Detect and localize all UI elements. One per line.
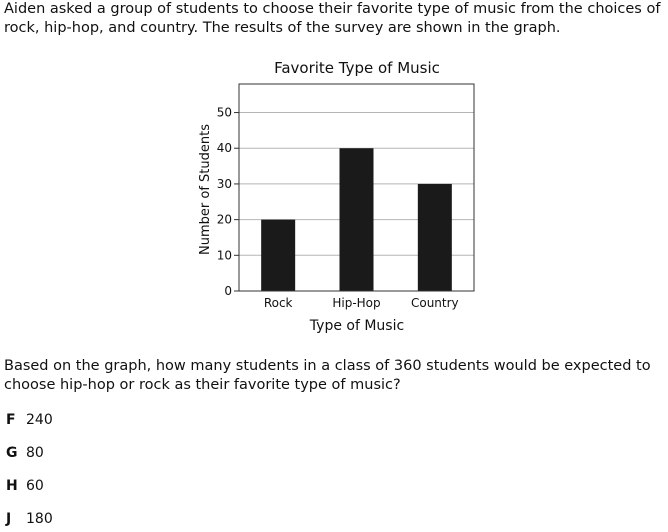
x-tick-label: Rock — [263, 296, 293, 310]
question-intro: Aiden asked a group of students to choose their favorite type of music from the choices of rock, hip-hop, and country. The results of the survey are shown in the graph. — [4, 1, 661, 36]
y-axis-label: Number of Students — [198, 124, 213, 255]
choice-text: 60 — [26, 478, 44, 494]
x-axis-categories — [264, 296, 459, 310]
answer-choice-h[interactable] — [6, 477, 44, 495]
answer-choice-g[interactable] — [6, 444, 44, 462]
choice-text: 180 — [26, 511, 53, 527]
bar-rock — [261, 220, 295, 291]
y-tick-label: 40 — [216, 141, 232, 156]
bar-hip-hop — [340, 148, 374, 291]
y-axis-ticks — [217, 106, 239, 298]
chart-title: Favorite Type of Music — [274, 59, 440, 77]
question-prompt: Based on the graph, how many students in a class of 360 students would be expected to choose hip-hop or rock as their favorite type of music? — [4, 358, 651, 393]
x-axis-label: Type of Music — [309, 318, 405, 334]
x-tick-label: Country — [410, 296, 459, 310]
bar-country — [418, 184, 452, 291]
choice-text: 80 — [26, 445, 44, 461]
choice-letter: G — [6, 445, 18, 461]
bars — [261, 148, 452, 291]
y-tick-label: 30 — [216, 176, 232, 191]
answer-choice-f[interactable] — [6, 411, 53, 429]
y-tick-label: 0 — [224, 284, 232, 298]
x-tick-label: Hip-Hop — [332, 296, 381, 310]
choice-letter: J — [6, 511, 12, 527]
choice-text: 240 — [26, 412, 53, 428]
y-tick-label: 20 — [216, 212, 232, 227]
y-tick-label: 10 — [216, 248, 232, 263]
y-tick-label: 50 — [216, 105, 232, 120]
answer-choice-j[interactable] — [6, 510, 53, 528]
choice-letter: H — [6, 478, 18, 494]
choice-letter: F — [6, 412, 16, 428]
